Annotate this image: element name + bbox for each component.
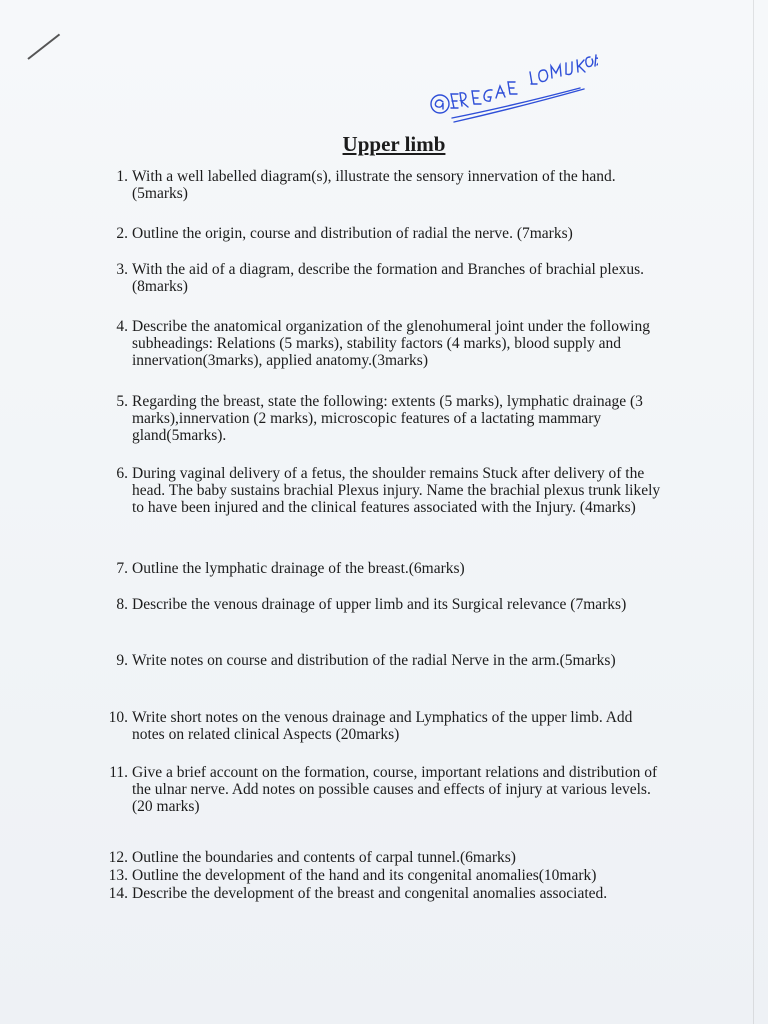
question-item (102, 885, 662, 902)
question-number: 3. (116, 261, 128, 278)
question-item (102, 709, 662, 743)
question-item (102, 168, 662, 202)
question-item (102, 849, 662, 866)
question-number: 1. (116, 168, 128, 185)
question-text: Write short notes on the venous drainage and Lymphatics of the upper limb. Add notes on related clinical Aspects (20marks) (132, 709, 633, 743)
question-text: Outline the boundaries and contents of carpal tunnel.(6marks) (132, 849, 516, 866)
question-number: 7. (116, 560, 128, 577)
question-item (102, 867, 662, 884)
question-text: With the aid of a diagram, describe the formation and Branches of brachial plexus.(8marks) (132, 261, 644, 295)
question-text: Describe the development of the breast and congenital anomalies associated. (132, 885, 608, 902)
question-number: 8. (116, 596, 128, 613)
pen-mark (27, 34, 60, 60)
question-text: Describe the venous drainage of upper limb and its Surgical relevance (7marks) (132, 596, 627, 613)
question-text: Describe the anatomical organization of the glenohumeral joint under the following subheadings: Relations (5 marks), stability factors (4 marks), blood supply and innervation(3marks), applied anatomy.(3marks) (132, 318, 650, 369)
page-title: Upper limb (342, 132, 446, 156)
question-item (102, 225, 662, 242)
question-number: 2. (116, 225, 128, 242)
question-text: Write notes on course and distribution of the radial Nerve in the arm.(5marks) (132, 652, 616, 669)
question-number: 11. (109, 764, 128, 781)
question-text: Give a brief account on the formation, course, important relations and distribution of the ulnar nerve. Add notes on possible causes and effects of injury at various levels. (20 marks) (132, 764, 658, 815)
question-item (102, 652, 662, 669)
question-number: 14. (108, 885, 128, 902)
question-item (102, 596, 662, 613)
question-text: During vaginal delivery of a fetus, the shoulder remains Stuck after delivery of the head. The baby sustains brachial Plexus injury. Name the brachial plexus trunk likely to have been injured and the clinical features associated with the Injury. (4marks) (132, 465, 661, 516)
question-text: With a well labelled diagram(s), illustrate the sensory innervation of the hand. (5marks) (132, 168, 616, 202)
question-number: 6. (116, 465, 128, 482)
question-number: 9. (116, 652, 128, 669)
question-number: 4. (116, 318, 128, 335)
question-item (102, 764, 662, 815)
question-item (102, 261, 662, 295)
question-number: 13. (108, 867, 128, 884)
question-item (102, 318, 662, 369)
question-number: 10. (108, 709, 128, 726)
question-item (102, 560, 662, 577)
question-text: Outline the origin, course and distribution of radial the nerve. (7marks) (132, 225, 573, 242)
question-text: Outline the lymphatic drainage of the breast.(6marks) (132, 560, 465, 577)
question-text: Outline the development of the hand and its congenital anomalies(10mark) (132, 867, 597, 884)
question-number: 12. (108, 849, 128, 866)
question-text: Regarding the breast, state the following: extents (5 marks), lymphatic drainage (3 marks),innervation (2 marks), microscopic features of a lactating mammary gland(5marks). (132, 393, 643, 444)
question-item (102, 393, 662, 444)
question-item (102, 465, 662, 516)
question-number: 5. (116, 393, 128, 410)
handwritten-signature (428, 48, 598, 128)
